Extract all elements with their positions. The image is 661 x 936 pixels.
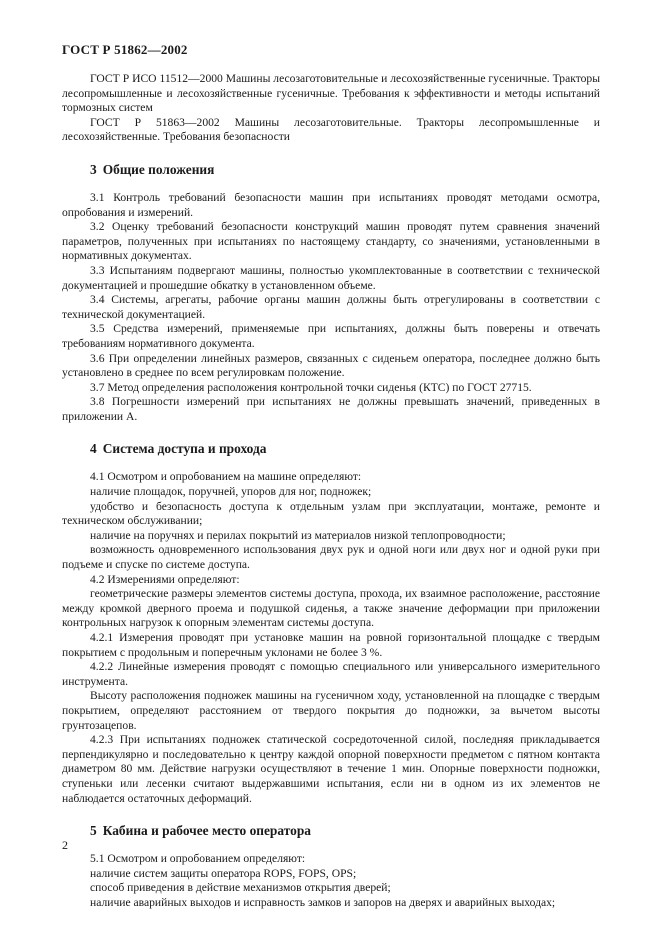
section-title: Система доступа и прохода [102, 441, 267, 457]
document-body [62, 72, 600, 911]
paragraph: 4.2.2 Линейные измерения проводят с помощью специального или универсального измерительного инструмента. [62, 660, 600, 688]
paragraph: удобство и безопасность доступа к отдельным узлам при эксплуатации, монтаже, ремонте и техническом обслуживании; [62, 499, 600, 528]
section-heading [62, 823, 600, 839]
paragraph: 4.1 Осмотром и опробованием на машине определяют: [90, 470, 362, 484]
section-title: Кабина и рабочее место оператора [102, 823, 311, 839]
paragraph: наличие на поручнях и перилах покрытий из материалов низкой теплопроводности; [90, 528, 506, 542]
paragraph: 5.1 Осмотром и опробованием определяют: [90, 852, 306, 866]
section-heading [62, 162, 600, 178]
paragraph: наличие аварийных выходов и исправность замков и запоров на дверях и аварийных выходах; [90, 895, 556, 909]
paragraph: 3.3 Испытаниям подвергают машины, полностью укомплектованные в соответствии с технической документацией и прошедшие обкатку в установленном объеме. [62, 263, 600, 292]
reference-paragraph: ГОСТ Р 51863—2002 Машины лесозаготовительные. Тракторы лесопромышленные и лесохозяйственные. Требования безопасности [62, 115, 600, 144]
paragraph: способ приведения в действие механизмов открытия дверей; [90, 881, 391, 895]
page-number: 2 [62, 838, 68, 852]
standard-code-header: ГОСТ Р 51862—2002 [62, 42, 188, 57]
reference-paragraph: ГОСТ Р ИСО 11512—2000 Машины лесозаготовительные и лесохозяйственные гусеничные. Тракторы лесопромышленные и лесохозяйственные гусеничные. Требования к эффективности и методы испытаний тормозных систем [62, 72, 600, 115]
paragraph: 3.8 Погрешности измерений при испытаниях не должны превышать значений, приведенных в приложении А. [62, 395, 600, 423]
paragraph: 3.2 Оценку требований безопасности конструкций машин проводят путем сравнения значений параметров, полученных при испытаниях по настоящему стандарту, со значениями, установленными в нормативных документах. [62, 220, 600, 263]
paragraph: 3.7 Метод определения расположения контрольной точки сиденья (КТС) по ГОСТ 27715. [90, 380, 532, 394]
paragraph: Высоту расположения подножек машины на гусеничном ходу, установленной на площадке с твердым покрытием, определяют расстоянием от твердого покрытия до подножки, за вычетом высоты грунтозацепов. [62, 689, 600, 732]
paragraph: 4.2 Измерениями определяют: [90, 572, 240, 586]
paragraph: 4.2.1 Измерения проводят при установке машин на ровной горизонтальной площадке с твердым покрытием с продольным и поперечным уклонами не более 3 %. [62, 631, 600, 659]
section-title: Общие положения [102, 161, 215, 177]
paragraph: 3.1 Контроль требований безопасности машин при испытаниях проводят методами осмотра, опробования и измерений. [62, 190, 600, 219]
paragraph: наличие площадок, поручней, упоров для ног, подножек; [90, 485, 372, 499]
section-heading [62, 441, 600, 457]
paragraph: 3.5 Средства измерений, применяемые при испытаниях, должны быть поверены и отвечать требованиям нормативного документа. [62, 322, 600, 350]
paragraph: геометрические размеры элементов системы доступа, прохода, их взаимное расположение, расстояние между кромкой дверного проема и подушкой сиденья, а также значение деформации при приложении контрольных нагрузок к опорным элементам системы доступа. [62, 587, 600, 630]
section-number: 5 [90, 823, 97, 839]
section-number: 3 [90, 161, 97, 177]
paragraph: 3.6 При определении линейных размеров, связанных с сиденьем оператора, последнее должно быть установлено в среднее по всем регулировкам положение. [62, 351, 600, 380]
paragraph: 4.2.3 При испытаниях подножек статической сосредоточенной силой, последняя прикладывается перпендикулярно и последовательно к центру каждой опорной поверхности предметом с пятном контакта диаметром 80 мм. Действие нагрузки осуществляют в течение 1 мин. Опорные поверхности подножки, ступеньки или лесенки считают выдержавшими испытания, если ни в одном из их элементов не наблюдается остаточных деформаций. [62, 733, 600, 805]
paragraph: 3.4 Системы, агрегаты, рабочие органы машин должны быть отрегулированы в соответствии с технической документацией. [62, 293, 600, 321]
section-number: 4 [90, 441, 97, 457]
paragraph: наличие систем защиты оператора ROPS, FOPS, OPS; [90, 866, 357, 880]
paragraph: возможность одновременного использования двух рук и одной ноги или двух ног и одной руки при подъеме и спуске по системе доступа. [62, 543, 600, 572]
